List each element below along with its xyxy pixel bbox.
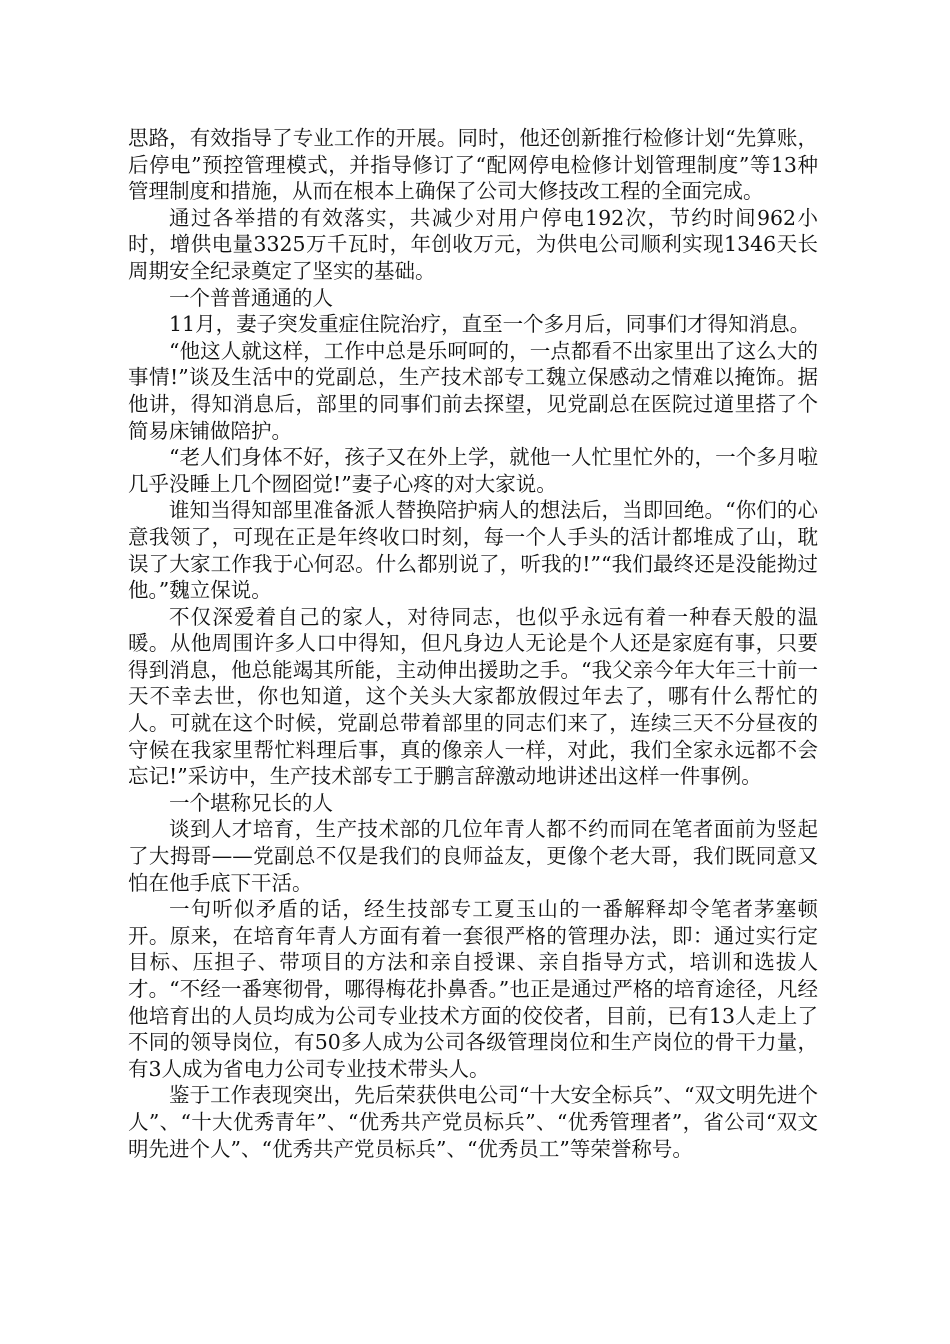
paragraph-results: 通过各举措的有效落实，共减少对用户停电192次，节约时间962小时，增供电量3325万千瓦时，年创收万元，为供电公司顺利实现1346天长周期安全纪录奠定了坚实的基础。 — [128, 205, 818, 283]
paragraph-refusal: 谁知当得知部里准备派人替换陪护病人的想法后，当即回绝。“你们的心意我领了，可现在正是年终收口时刻，每一个人手头的活计都堆成了山，耽误了大家工作我于心何忍。什么都别说了，听我的!”“我们最终还是没能拗过他。”魏立保说。 — [128, 498, 818, 603]
paragraph-wife-quote: “老人们身体不好，孩子又在外上学，就他一人忙里忙外的，一个多月啦几乎没睡上几个囫囵觉!”妻子心疼的对大家说。 — [128, 445, 818, 496]
section-heading-ordinary-person: 一个普普通通的人 — [169, 285, 333, 310]
paragraph-strict-methods: 一句听似矛盾的话，经生技部专工夏玉山的一番解释却令笔者茅塞顿开。原来，在培育年青人方面有着一套很严格的管理办法，即：通过实行定目标、压担子、带项目的方法和亲自授课、亲自指导方式，培训和选拔人才。“不经一番寒彻骨，哪得梅花扑鼻香。”也正是通过严格的培育途径，凡经他培育出的人员均成为公司专业技术方面的佼佼者，目前，已有13人走上了不同的领导岗位，有50多人成为公司各级管理岗位和生产岗位的骨干力量，有3人成为省电力公司专业技术带头人。 — [128, 897, 818, 1081]
section-heading-elder-brother: 一个堪称兄长的人 — [169, 790, 333, 815]
paragraph-warmth: 不仅深爱着自己的家人，对待同志，也似乎永远有着一种春天般的温暖。从他周围许多人口中得知，但凡身边人无论是个人还是家庭有事，只要得到消息，他总能竭其所能，主动伸出援助之手。“我父亲今年大年三十前一天不幸去世，你也知道，这个关头大家都放假过年去了，哪有什么帮忙的人。可就在这个时候，党副总带着部里的同志们来了，连续三天不分昼夜的守候在我家里帮忙料理后事，真的像亲人一样，对此，我们全家永远都不会忘记!”采访中，生产技术部专工于鹏言辞激动地讲述出这样一件事例。 — [128, 604, 818, 789]
paragraph-talent-training: 谈到人才培育，生产技术部的几位年青人都不约而同在笔者面前为竖起了大拇哥——党副总不仅是我们的良师益友，更像个老大哥，我们既同意又怕在他手底下干活。 — [128, 817, 818, 895]
paragraph-colleague-quote: “他这人就这样，工作中总是乐呵呵的，一点都看不出家里出了这么大的事情!”谈及生活中的党副总，生产技术部专工魏立保感动之情难以掩饰。据他讲，得知消息后，部里的同事们前去探望，见党副总在医院过道里搭了个简易床铺做陪护。 — [128, 338, 818, 443]
paragraph-honors: 鉴于工作表现突出，先后荣获供电公司“十大安全标兵”、“双文明先进个人”、“十大优秀青年”、“优秀共产党员标兵”、“优秀管理者”，省公司“双文明先进个人”、“优秀共产党员标兵”、“优秀员工”等荣誉称号。 — [128, 1083, 818, 1161]
paragraph-wife-illness: 11月，妻子突发重症住院治疗，直至一个多月后，同事们才得知消息。 — [169, 312, 811, 337]
document-page — [128, 125, 818, 1162]
paragraph-continuation: 思路，有效指导了专业工作的开展。同时，他还创新推行检修计划“先算账，后停电”预控管理模式，并指导修订了“配网停电检修计划管理制度”等13种管理制度和措施，从而在根本上确保了公司大修技改工程的全面完成。 — [128, 126, 818, 204]
